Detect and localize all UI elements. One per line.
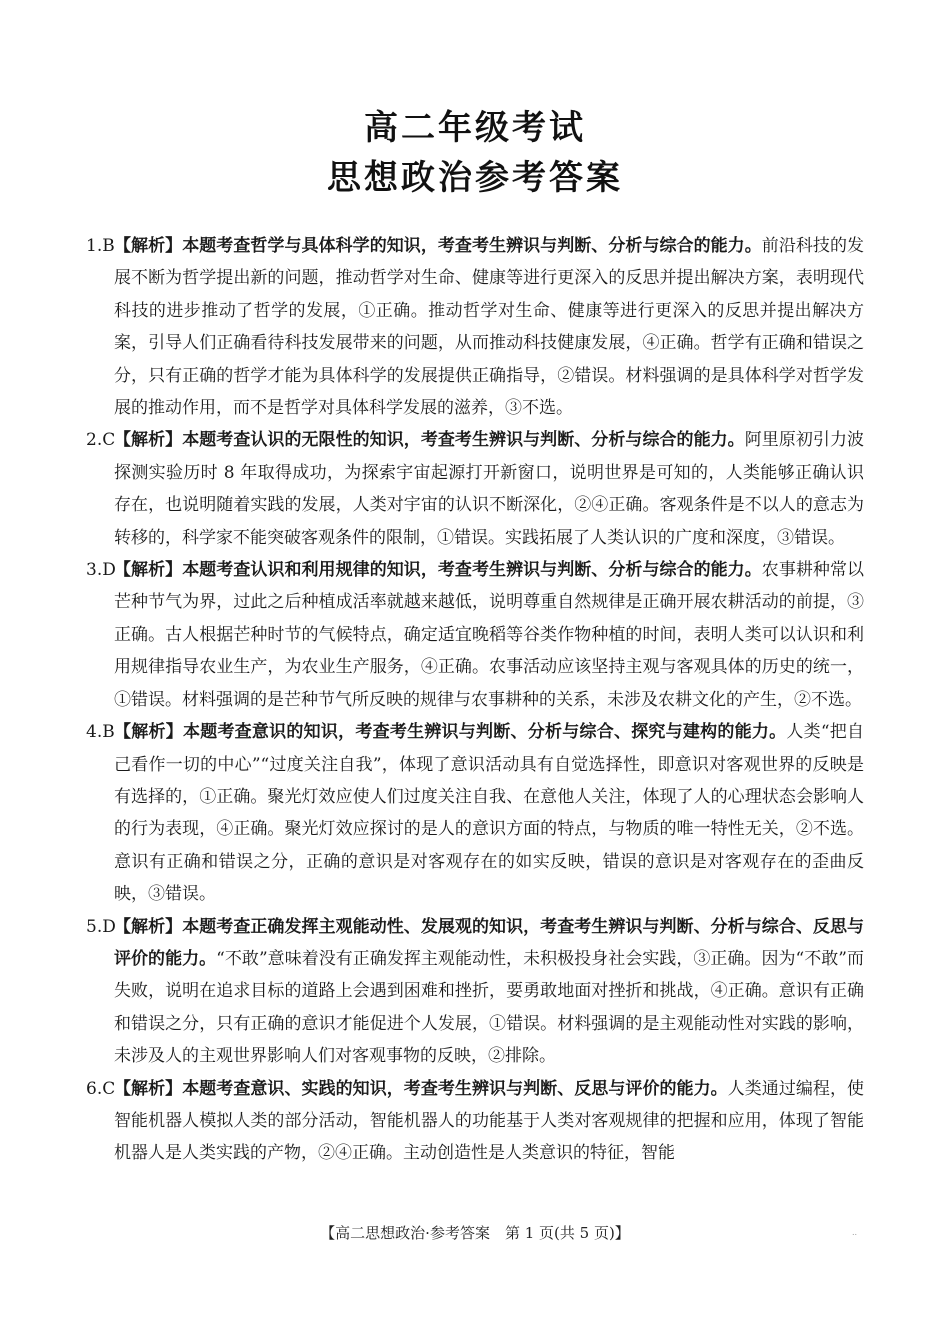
answer-body: 前沿科技的发展不断为哲学提出新的问题，推动哲学对生命、健康等进行更深入的反思并提出解决方案，表明现代科技的进步推动了哲学的发展，①正确。推动哲学对生命、健康等进行更深入的反思并提出解决方案，引导人们正确看待科技发展带来的问题，从而推动科技健康发展，④正确。哲学有正确和错误之分，只有正确的哲学才能为具体科学的发展提供正确指导，②错误。材料强调的是具体科学对哲学发展的推动作用，而不是哲学对具体科学发展的滋养，③不选。 [114, 236, 865, 419]
answer-number: 2.C [86, 430, 116, 451]
answer-item-1 [86, 230, 864, 424]
analysis-tag: 【解析】 [114, 722, 183, 743]
analysis-tag: 【解析】 [114, 916, 183, 937]
page-title-line2: 思想政治参考答案 [327, 158, 623, 198]
analysis-tag: 【解析】 [114, 560, 183, 581]
answer-lead: 本题考查正确发挥主观能动性、发展观的知识，考查考生辨识与判断、分析与综合、反思与评价的能力。 [114, 916, 864, 969]
answer-number: 5.D [86, 916, 116, 937]
analysis-tag: 【解析】 [114, 1078, 183, 1099]
answer-item-3 [86, 554, 864, 716]
analysis-tag: 【解析】 [114, 430, 183, 451]
answer-lead: 本题考查认识和利用规律的知识，考查考生辨识与判断、分析与综合的能力。 [182, 560, 762, 581]
answer-lead: 本题考查认识的无限性的知识，考查考生辨识与判断、分析与综合的能力。 [182, 430, 745, 451]
answer-lead: 本题考查意识的知识，考查考生辨识与判断、分析与综合、探究与建构的能力。 [182, 722, 787, 743]
answer-body: 阿里原初引力波探测实验历时 8 年取得成功，为探索宇宙起源打开新窗口，说明世界是可知的，人类能够正确认识存在，也说明随着实践的发展，人类对宇宙的认识不断深化，②④正确。客观条件是不以人的意志为转移的，科学家不能突破客观条件的限制，①错误。实践拓展了人类认识的广度和深度，③错误。 [114, 430, 865, 548]
page-footer: 【高二思想政治·参考答案 第 1 页(共 5 页)】 [320, 1224, 630, 1242]
answer-number: 1.B [86, 236, 115, 256]
answer-number: 3.D [86, 560, 116, 581]
answer-body: 农事耕种常以芒种节气为界，过此之后种植成活率就越来越低，说明尊重自然规律是正确开展农耕活动的前提，③正确。古人根据芒种时节的气候特点，确定适宜晚稻等谷类作物种植的时间，表明人类可以认识和利用规律指导农业生产，为农业生产服务，④正确。农事活动应该坚持主观与客观具体的历史的统一，①错误。材料强调的是芒种节气所反映的规律与农事耕种的关系，未涉及农耕文化的产生，②不选。 [114, 560, 865, 710]
answer-number: 4.B [86, 722, 115, 743]
analysis-tag: 【解析】 [114, 236, 183, 256]
answer-list [86, 230, 864, 1170]
answer-body: 人类通过编程，使智能机器人模拟人类的部分活动，智能机器人的功能基于人类对客观规律的把握和应用，体现了智能机器人是人类实践的产物，②④正确。主动创造性是人类意识的特征，智能 [114, 1078, 865, 1164]
scan-mark: .. [852, 1228, 858, 1237]
answer-item-4 [86, 716, 864, 910]
answer-body: “不敢”意味着没有正确发挥主观能动性，未积极投身社会实践，③正确。因为“不敢”而失败，说明在追求目标的道路上会遇到困难和挫折，要勇敢地面对挫折和挑战，④正确。意识有正确和错误之分，只有正确的意识才能促进个人发展，①错误。材料强调的是主观能动性对实践的影响，未涉及人的主观世界影响人们对客观事物的反映，②排除。 [114, 948, 865, 1067]
answer-item-2 [86, 424, 864, 554]
answer-lead: 本题考查哲学与具体科学的知识，考查考生辨识与判断、分析与综合的能力。 [182, 236, 762, 256]
answer-number: 6.C [86, 1078, 116, 1099]
answer-item-6 [86, 1073, 864, 1170]
answer-body: 人类“把自己看作一切的中心”“过度关注自我”，体现了意识活动具有自觉选择性，即意识对客观世界的反映是有选择的，①正确。聚光灯效应使人们过度关注自我、在意他人关注，体现了人的心理状态会影响人的行为表现，④正确。聚光灯效应探讨的是人的意识方面的特点，与物质的唯一特性无关，②不选。意识有正确和错误之分，正确的意识是对客观存在的如实反映，错误的意识是对客观存在的歪曲反映，③错误。 [114, 722, 865, 905]
page-title-line1: 高二年级考试 [364, 108, 586, 148]
answer-item-5 [86, 911, 864, 1073]
answer-lead: 本题考查意识、实践的知识，考查考生辨识与判断、反思与评价的能力。 [182, 1078, 728, 1099]
